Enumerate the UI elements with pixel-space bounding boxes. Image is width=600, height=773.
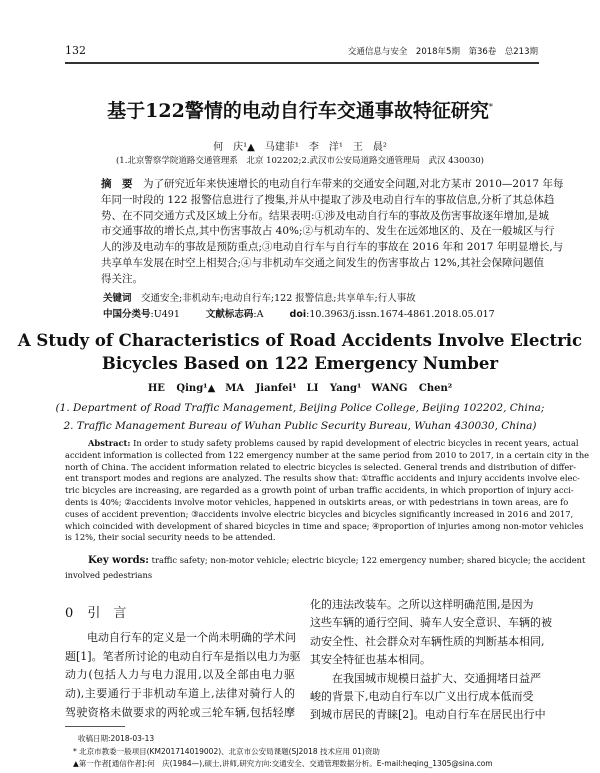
footnote-author: ▲第一作者[通信作者]:何 庆(1984—),硕士,讲师,研究方向:交通安全、交通管理数据分析。E-mail:heqing_1305@sina.com	[73, 759, 493, 768]
keywords-en-text: traffic safety; non-motor vehicle; electric bicycle; 122 emergency number; shared bicycle; the accident	[151, 555, 586, 565]
abstract-cn-line: 人的涉及电动车的事故是预防重点;③电动自行车与自行车的事故在 2016 年和 2017 年明显增长,与	[101, 241, 564, 254]
abstract-cn-line: 市交通事故的增长点,其中伤害事故占 40%;②与机动车的、发生在远郊地区的、及在一般城区与行	[101, 225, 555, 238]
classification-line: 中国分类号:U491 文献标志码:A doi:10.3963/j.issn.1674-4861.2018.05.017	[103, 309, 495, 320]
abstract-en	[65, 438, 590, 544]
title-cn-text: 基于122警情的电动自行车交通事故特征研究	[107, 100, 489, 122]
abstract-en-line: ent transport modes and regions are analyzed. The results show that: ①traffic accidents and injury accidents involve elec-	[65, 473, 580, 484]
keywords-en-label: Key words:	[88, 555, 149, 566]
clc-value: U491	[153, 309, 180, 320]
footnotes	[73, 733, 578, 771]
body-line: 题[1]。笔者所讨论的电动自行车是指以电力为驱	[65, 649, 301, 663]
title-cn	[0, 96, 600, 123]
footnote-rule	[65, 726, 125, 727]
journal-info: 交通信息与安全 2018年5期 第36卷 总213期	[347, 47, 538, 57]
abstract-en-line: north of China. The accident information related to electric bicycles is selected. General trends and distribution of differ-	[65, 461, 577, 472]
body-line: 驾驶资格未做要求的两轮或三轮车辆,包括轻摩	[65, 705, 295, 719]
body-line: 动),主要通行于非机动车道上,法律对骑行人的	[65, 687, 295, 701]
footnote-funding: * 北京市教委一般项目(KM201714019002)、北京市公安局课题(SJ2018 技术应用 01)资助	[73, 746, 380, 756]
abstract-en-line: dents is 40%; ②accidents involve motor vehicles, happened in outskirts areas, or with pedestrians in town areas, are fo	[65, 496, 569, 507]
keywords-cn-label: 关键词	[103, 293, 132, 304]
doi-value: 10.3963/j.issn.1674-4861.2018.05.017	[309, 309, 495, 320]
section-number: 0	[65, 606, 74, 621]
abstract-cn-text: 为了研究近年来快速增长的电动自行车带来的交通安全问题,对北方某市 2010—2017 年每	[143, 178, 564, 190]
clc-label: 中国分类号	[103, 309, 151, 320]
abstract-en-label: Abstract:	[88, 438, 131, 448]
keywords-en-line	[65, 553, 586, 568]
abstract-cn	[101, 177, 564, 288]
keywords-en-line: involved pedestrians	[65, 570, 153, 580]
title-en-line: Bicycles Based on 122 Emergency Number	[101, 354, 499, 373]
affiliation-en	[0, 399, 600, 435]
body-line: 到城市居民的青睐[2]。电动自行车在居民出行中	[310, 708, 546, 722]
title-footnote-mark: *	[488, 102, 493, 112]
abstract-cn-line: 得关注。	[101, 272, 143, 285]
abstract-en-line: accident information is collected from 122 emergency number at the same period from 2010 to 2017, in a certain city in the	[65, 449, 590, 460]
title-en-line: A Study of Characteristics of Road Accidents Involve Electric	[17, 331, 583, 350]
abstract-cn-line: 势、在不同交通方式及区域上分布。结果表明:①涉及电动自行车的事故及伤害事故逐年增加,是城	[101, 209, 549, 222]
page-number: 132	[65, 44, 86, 57]
authors-cn: 何 庆¹▲ 马建菲¹ 李 洋¹ 王 晨²	[213, 142, 387, 153]
body-line: 动安全性、社会群众对车辆性质的判断基本相同,	[310, 634, 545, 648]
header-rule	[65, 62, 539, 64]
body-line: 这些车辆的通行空间、骑车人安全意识、车辆的被	[310, 616, 552, 630]
body-line: 化的违法改装车。之所以这样明确范围,是因为	[310, 598, 534, 611]
body-line: 电动自行车的定义是一个尚未明确的学术问	[87, 631, 296, 644]
section-title: 引 言	[87, 606, 127, 621]
keywords-en	[65, 553, 586, 582]
keywords-cn-text: 交通安全;非机动车;电动自行车;122 报警信息;共享单车;行人事故	[141, 293, 416, 304]
body-right-column	[310, 596, 552, 725]
body-line: 峻的背景下,电动自行车以广义出行成本低而受	[310, 690, 534, 704]
abstract-en-line: is 12%, their social security needs to be attended.	[65, 532, 276, 543]
section-heading	[65, 602, 126, 621]
abstract-en-line: which coincided with development of shared bicycles in time and space; ④proportion of injuries among non-motor vehicles	[65, 520, 584, 531]
doc-code-label: 文献标志码	[205, 309, 254, 320]
doi-label: doi	[289, 309, 307, 320]
affiliation-cn: (1.北京警察学院道路交通管理系 北京 102202;2.武汉市公安局道路交通管理局 武汉 430030)	[115, 156, 485, 166]
affiliation-en-line: (1. Department of Road Traffic Management, Beijing Police College, Beijing 102202, China;	[55, 402, 545, 414]
keywords-cn	[103, 292, 416, 305]
body-line: 在我国城市规模日益扩大、交通拥堵日益严	[332, 671, 541, 685]
affiliation-en-line: 2. Traffic Management Bureau of Wuhan Public Security Bureau, Wuhan 430030, China)	[63, 420, 537, 432]
abstract-en-text: In order to study safety problems caused by rapid development of electric bicycles in recent years, actual	[133, 438, 579, 448]
body-left-column	[65, 629, 301, 723]
abstract-cn-line: 年同一时段的 122 报警信息进行了搜集,并从中提取了涉及电动自行车的事故信息,分析了其总体趋	[101, 193, 555, 206]
abstract-en-line	[65, 438, 579, 450]
footnote-received-date: 收稿日期:2018-03-13	[78, 734, 155, 743]
abstract-cn-label: 摘 要	[101, 178, 133, 190]
body-line: 动力(包括人力与电力混用,以及全部由电力驱	[65, 668, 295, 682]
title-en	[0, 329, 600, 375]
abstract-en-line: cuses of accident prevention; ③accidents involve electric bicycles and bicycles significantly increased in 2016 and 2017,	[65, 508, 574, 519]
abstract-cn-line: 共享单车发展在时空上相契合;④与非机动车交通之间发生的伤害事故占 12%,其社会保障问题值	[101, 256, 545, 269]
abstract-en-line: tric bicycles are increasing, are regarded as a growth point of urban traffic accidents, in which proportion of injury acci-	[65, 485, 574, 496]
authors-en: HE Qing¹▲ MA Jianfei¹ LI Yang¹ WANG Chen²	[147, 383, 453, 394]
doc-code-value: A	[256, 309, 264, 320]
abstract-cn-line	[101, 177, 564, 193]
body-line: 其安全特征也基本相同。	[310, 653, 431, 667]
